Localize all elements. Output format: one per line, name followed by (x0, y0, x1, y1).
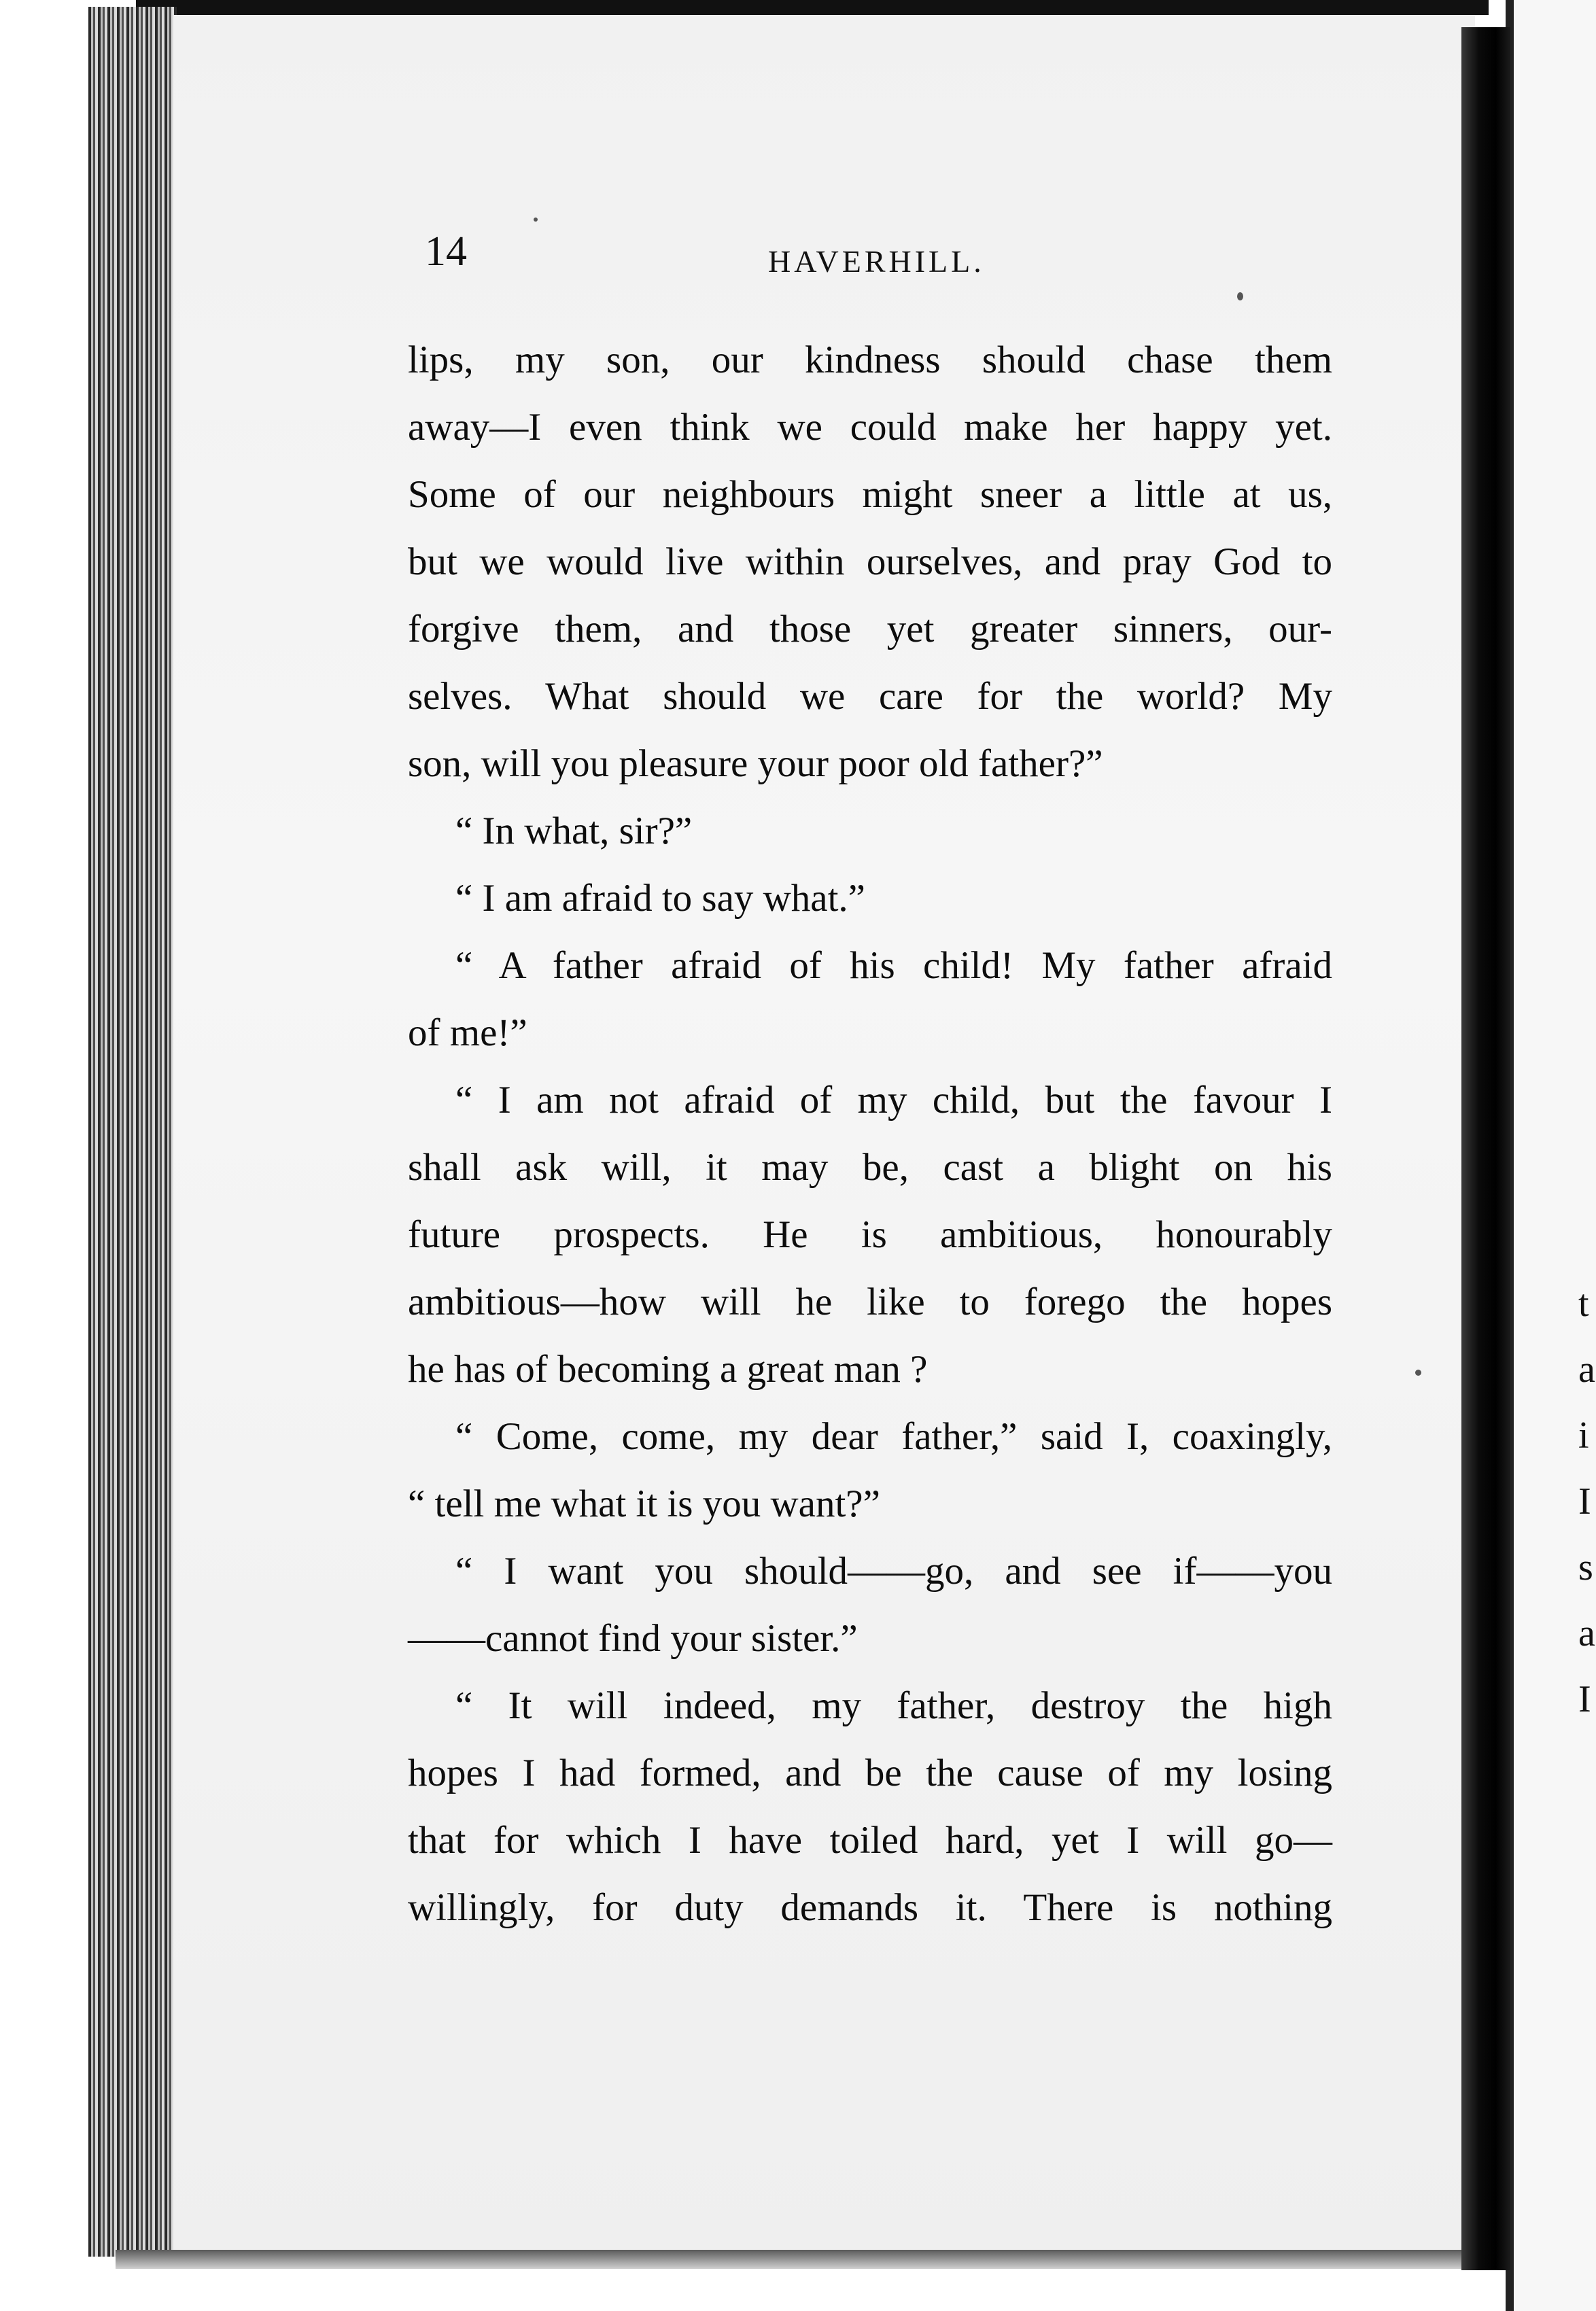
text-line: willingly, for duty demands it. There is nothing (408, 1886, 1332, 1929)
text-line: “ I am not afraid of my child, but the favour I (455, 1079, 1332, 1122)
facing-page-letters (1578, 1271, 1596, 1733)
text-line: but we would live within ourselves, and pray God to (408, 540, 1332, 583)
text-line: shall ask will, it may be, cast a blight on his (408, 1146, 1332, 1189)
text-line: selves. What should we care for the world? My (408, 675, 1332, 718)
facing-letter: s (1578, 1546, 1593, 1588)
facing-letter: a (1578, 1349, 1595, 1391)
facing-letter: i (1578, 1414, 1589, 1457)
paper-speck (534, 218, 538, 222)
page-stack-edge (88, 7, 177, 2257)
text-line: “ In what, sir?” (455, 810, 693, 852)
text-line: ——cannot find your sister.” (408, 1617, 858, 1660)
text-line: “ It will indeed, my father, destroy the high (455, 1684, 1332, 1727)
running-title: HAVERHILL. (768, 244, 985, 279)
book-top-edge (136, 0, 1489, 15)
paper-speck (1415, 1370, 1421, 1376)
text-line: of me!” (408, 1011, 527, 1054)
text-line: hopes I had formed, and be the cause of my losing (408, 1752, 1332, 1794)
text-line: he has of becoming a great man ? (408, 1348, 928, 1391)
body-text (408, 326, 1332, 1941)
text-line: “ tell me what it is you want?” (408, 1482, 880, 1525)
book-gutter (1461, 27, 1510, 2270)
text-line: ambitious—how will he like to forego the hopes (408, 1281, 1332, 1323)
text-line: “ A father afraid of his child! My father afraid (455, 944, 1332, 987)
facing-letter: t (1578, 1283, 1589, 1325)
text-line: “ I want you should——go, and see if——you (455, 1550, 1332, 1593)
facing-letter: I (1578, 1480, 1591, 1523)
facing-letter: I (1578, 1678, 1591, 1720)
text-line: forgive them, and those yet greater sinners, our- (408, 608, 1332, 650)
page-bottom-shadow (116, 2250, 1482, 2269)
text-line: “ I am afraid to say what.” (455, 877, 865, 920)
folio: 14 (425, 228, 467, 275)
text-line: future prospects. He is ambitious, honourably (408, 1213, 1332, 1256)
facing-page (1510, 0, 1596, 2311)
text-line: son, will you pleasure your poor old father?” (408, 742, 1103, 785)
text-line: lips, my son, our kindness should chase them (408, 338, 1332, 381)
text-line: away—I even think we could make her happy yet. (408, 406, 1332, 449)
facing-letter: a (1578, 1612, 1595, 1654)
text-line: that for which I have toiled hard, yet I will go— (408, 1819, 1332, 1862)
text-line: “ Come, come, my dear father,” said I, coaxingly, (455, 1415, 1332, 1458)
paper-speck (1237, 292, 1243, 300)
text-line: Some of our neighbours might sneer a little at us, (408, 473, 1332, 516)
